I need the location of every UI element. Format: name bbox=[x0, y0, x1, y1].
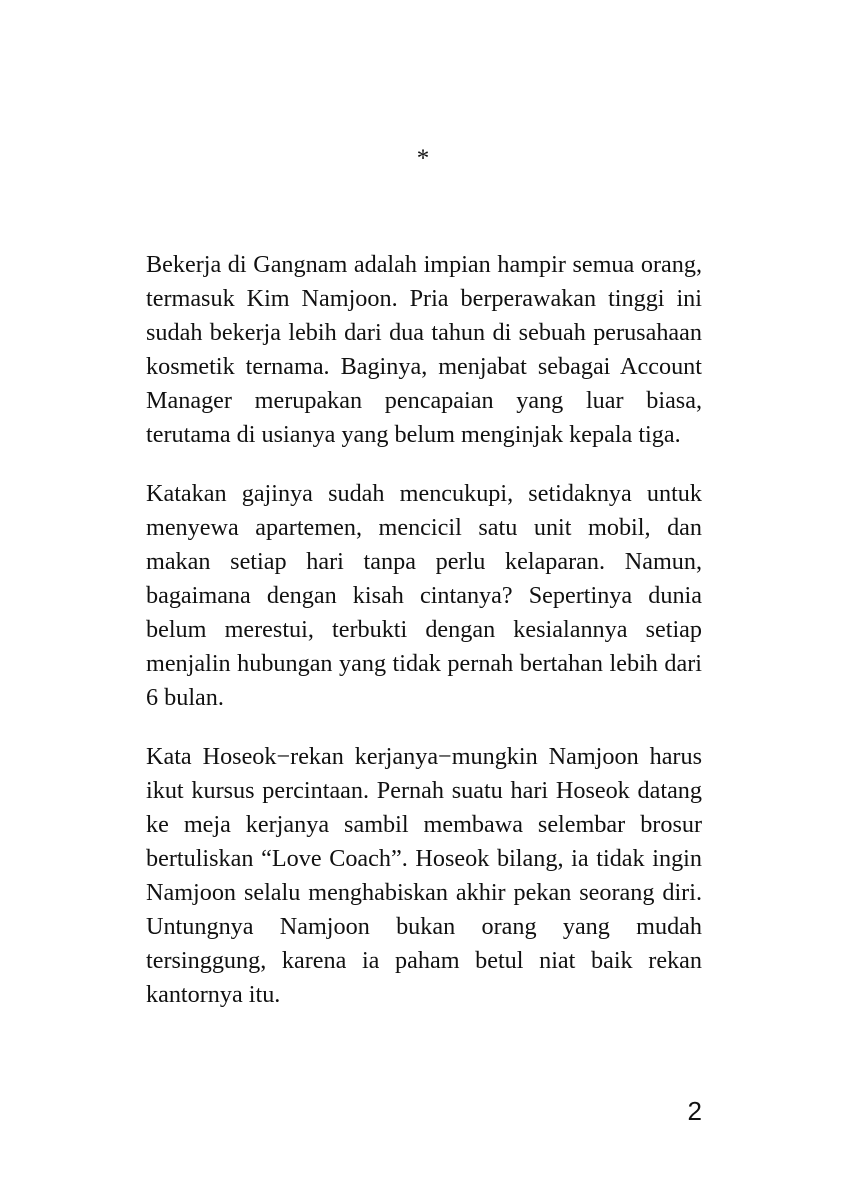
body-text bbox=[146, 248, 702, 1037]
paragraph-2: Katakan gajinya sudah mencukupi, setidaknya untuk menyewa apartemen, mencicil satu unit mobil, dan makan setiap hari tanpa perlu kelaparan. Namun, bagaimana dengan kisah cintanya? Sepertinya dunia belum merestui, terbukti dengan kesialannya setiap menjalin hubungan yang tidak pernah bertahan lebih dari 6 bulan. bbox=[146, 480, 702, 711]
paragraph-3: Kata Hoseok−rekan kerjanya−mungkin Namjoon harus ikut kursus percintaan. Pernah suatu hari Hoseok datang ke meja kerjanya sambil membawa selembar brosur bertuliskan “Love Coach”. Hoseok bilang, ia tidak ingin Namjoon selalu menghabiskan akhir pekan seorang diri. Untungnya Namjoon bukan orang yang mudah tersinggung, karena ia paham betul niat baik rekan kantornya itu. bbox=[146, 743, 702, 1008]
scene-separator: * bbox=[416, 145, 430, 172]
paragraph-1: Bekerja di Gangnam adalah impian hampir semua orang, termasuk Kim Namjoon. Pria berperawakan tinggi ini sudah bekerja lebih dari dua tahun di sebuah perusahaan kosmetik ternama. Baginya, menjabat sebagai Account Manager merupakan pencapaian yang luar biasa, terutama di usianya yang belum menginjak kepala tiga. bbox=[146, 251, 702, 448]
page-number: 2 bbox=[687, 1096, 702, 1126]
